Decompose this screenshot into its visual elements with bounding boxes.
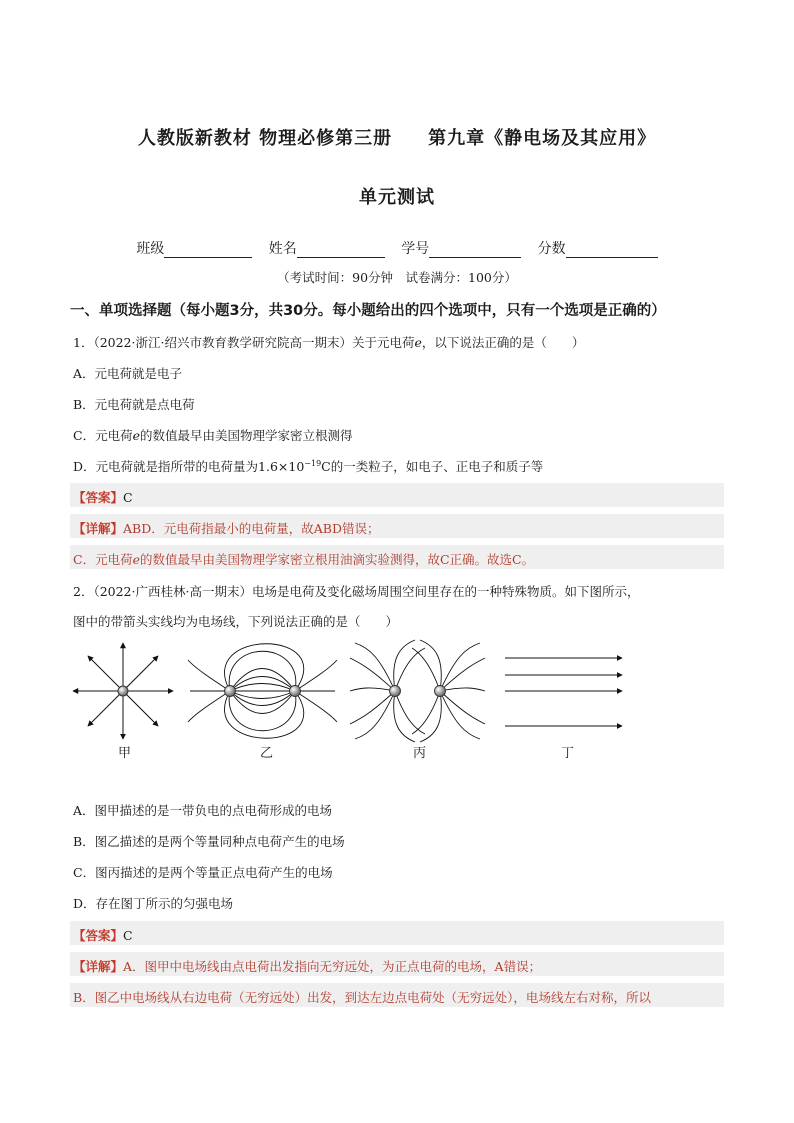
- q2-stem-line2: 图中的带箭头实线均为电场线，下列说法正确的是（ ）: [73, 614, 399, 629]
- figure-label-bing: 丙: [413, 746, 427, 761]
- q1-stem: 1．（2022·浙江·绍兴市教育教学研究院高一期末）关于元电荷e，以下说法正确的是（ ）: [73, 335, 585, 350]
- figure-yi-dipole-field: [188, 644, 337, 739]
- exam-info: （考试时间：90分钟 试卷满分：100分）: [277, 270, 517, 285]
- document-subtitle: 单元测试: [359, 187, 435, 208]
- score-blank[interactable]: [566, 243, 658, 258]
- student-info-row: [0, 238, 794, 258]
- field-id: 学号: [401, 238, 521, 258]
- q1-option-d: D．元电荷就是指所带的电荷量为$1.6\times 10^{-19}C$的一类粒子，如电子、正电子和质子等: [73, 458, 544, 474]
- q2-option-a: A．图甲描述的是一带负电的点电荷形成的电场: [73, 803, 333, 818]
- q1-answer-band: [70, 483, 724, 507]
- title-right: 第九章《静电场及其应用》: [428, 128, 657, 149]
- q2-option-b: B．图乙描述的是两个等量同种点电荷产生的电场: [73, 834, 345, 849]
- figure-label-yi: 乙: [260, 746, 274, 761]
- q2-answer-band: [70, 921, 724, 945]
- id-blank[interactable]: [429, 243, 521, 258]
- figure-label-jia: 甲: [118, 746, 132, 761]
- q2-option-c: C．图丙描述的是两个等量正点电荷产生的电场: [73, 865, 333, 880]
- q2-detail-line1: 【详解】A．图甲中电场线由点电荷出发指向无穷远处，为正点电荷的电场，A错误；: [73, 959, 542, 974]
- q1-detail-line1: 【详解】ABD．元电荷指最小的电荷量，故ABD错误；: [73, 521, 380, 536]
- field-name: 姓名: [269, 238, 385, 258]
- name-blank[interactable]: [297, 243, 385, 258]
- figure-jia-radial-field: [73, 643, 173, 739]
- q1-option-c: C．元电荷e的数值最早由美国物理学家密立根测得: [73, 428, 353, 443]
- class-blank[interactable]: [164, 243, 252, 258]
- q2-stem-line1: 2．（2022·广西桂林·高一期末）电场是电荷及变化磁场周围空间里存在的一种特殊物质。如下图所示，: [73, 584, 640, 599]
- field-class: 班级: [136, 238, 252, 258]
- q2-detail-line2: B．图乙中电场线从右边电荷（无穷远处）出发，到达左边点电荷处（无穷远处），电场线左右对称，所以: [73, 990, 651, 1005]
- figure-bing-like-charges-field: [350, 640, 485, 742]
- q2-answer: 【答案】C: [73, 928, 133, 943]
- section-heading: 一、单项选择题（每小题3分，共30分。每小题给出的四个选项中，只有一个选项是正确的）: [70, 303, 666, 319]
- q1-answer: 【答案】C: [73, 490, 133, 505]
- document-title: [0, 124, 794, 150]
- q2-option-d: D．存在图丁所示的匀强电场: [73, 896, 234, 911]
- figure-label-ding: 丁: [561, 746, 575, 761]
- q1-option-b: B．元电荷就是点电荷: [73, 397, 195, 412]
- q1-detail-line2: C．元电荷e的数值最早由美国物理学家密立根用油滴实验测得，故C正确。故选C。: [73, 552, 535, 567]
- field-score: 分数: [538, 238, 658, 258]
- q1-option-a: A．元电荷就是电子: [73, 366, 183, 381]
- figure-ding-uniform-field: [505, 658, 622, 726]
- title-left: 人教版新教材 物理必修第三册: [137, 128, 393, 149]
